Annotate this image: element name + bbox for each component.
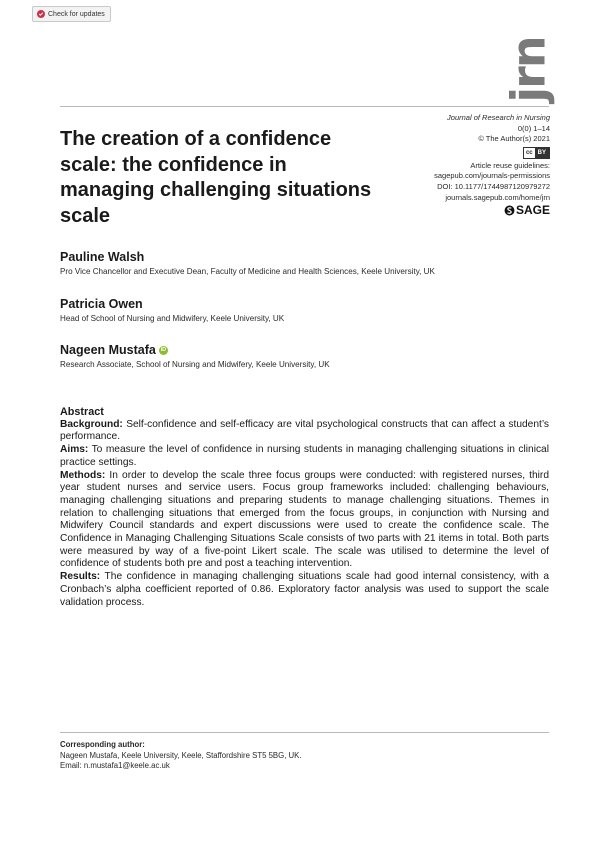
- author-name: Nageen Mustafa iD: [60, 343, 167, 357]
- author-block: [60, 343, 330, 369]
- cc-label: cc: [525, 149, 533, 156]
- corresponding-address: Nageen Mustafa, Keele University, Keele, Staffordshire ST5 5BG, UK.: [60, 750, 302, 760]
- abstract-heading: Abstract: [60, 406, 104, 418]
- issue-pages: 0(0) 1–14: [517, 123, 550, 133]
- journal-logo: [502, 36, 557, 104]
- crossmark-icon: [37, 10, 45, 18]
- corresponding-author: [60, 740, 549, 772]
- corresponding-author-label: Corresponding author:: [60, 740, 145, 749]
- copyright: © The Author(s) 2021: [478, 134, 550, 144]
- author-block: [60, 250, 435, 276]
- footer-divider: [60, 732, 549, 733]
- publisher-name: SAGE: [515, 203, 550, 218]
- author-affiliation: Head of School of Nursing and Midwifery, Keele University, UK: [60, 314, 285, 323]
- doi[interactable]: DOI: 10.1177/17449871209792​72: [437, 181, 550, 191]
- article-title: The creation of a confidence scale: the confidence in managing challenging situations scale: [60, 128, 372, 227]
- permissions-link[interactable]: sagepub.com/journals-permissions: [434, 171, 550, 181]
- journal-name: Journal of Research in Nursing: [447, 113, 550, 122]
- journal-homepage-link[interactable]: journals.sagepub.com/home/jrn: [445, 192, 550, 202]
- by-label: BY: [535, 148, 549, 158]
- author-name: Patricia Owen: [60, 297, 143, 311]
- abstract-background: Background: Self-confidence and self-efficacy are vital psychological constructs that can affect a student’s performance.: [60, 418, 549, 443]
- author-block: [60, 297, 284, 323]
- reuse-guidelines: Article reuse guidelines:: [470, 160, 550, 170]
- sage-s-icon: [504, 205, 515, 216]
- check-for-updates-label: Check for updates: [48, 10, 105, 18]
- author-affiliation: Research Associate, School of Nursing and Midwifery, Keele University, UK: [60, 360, 330, 369]
- article-metadata: [350, 113, 550, 220]
- orcid-icon[interactable]: iD: [160, 347, 167, 353]
- abstract: [60, 406, 549, 609]
- author-name: Pauline Walsh: [60, 250, 145, 264]
- abstract-aims: Aims: To measure the level of confidence in nursing students in managing challenging situations in clinical practice settings.: [60, 444, 549, 468]
- author-affiliation: Pro Vice Chancellor and Executive Dean, Faculty of Medicine and Health Sciences, Keele University, UK: [60, 267, 435, 276]
- cc-by-license-icon[interactable]: [523, 147, 550, 159]
- journal-logo-text: jrn: [502, 37, 557, 103]
- corresponding-email[interactable]: Email: n.mustafa1@keele.ac.uk: [60, 761, 170, 771]
- publisher-logo: [504, 204, 550, 217]
- check-for-updates-badge[interactable]: [32, 6, 111, 22]
- abstract-methods: Methods: In order to develop the scale three focus groups were conducted: with registered nurses, third year student nurses and service users. Focus group frameworks included: challenging behaviours, managing challenging situations and preparing students to manage challenging situations. Themes in relation to challenging situations that emerged from the focus groups, in conjunction with Nursing and Midwifery Council standards and expert discussions were used to create the confidence scale. The Confidence in Managing Challenging Situations Scale consists of two parts with 21 items in total. Both parts were measured by way of a five-point Likert scale. The scale was utilised to determine the level of confidence of students both pre and post a teaching intervention.: [60, 469, 549, 570]
- header-divider: [60, 106, 549, 107]
- abstract-results: Results: The confidence in managing challenging situations scale had good internal consistency, with a Cronbach’s alpha coefficient reported of 0.86. Exploratory factor analysis was used to support the scale validation process.: [60, 571, 549, 608]
